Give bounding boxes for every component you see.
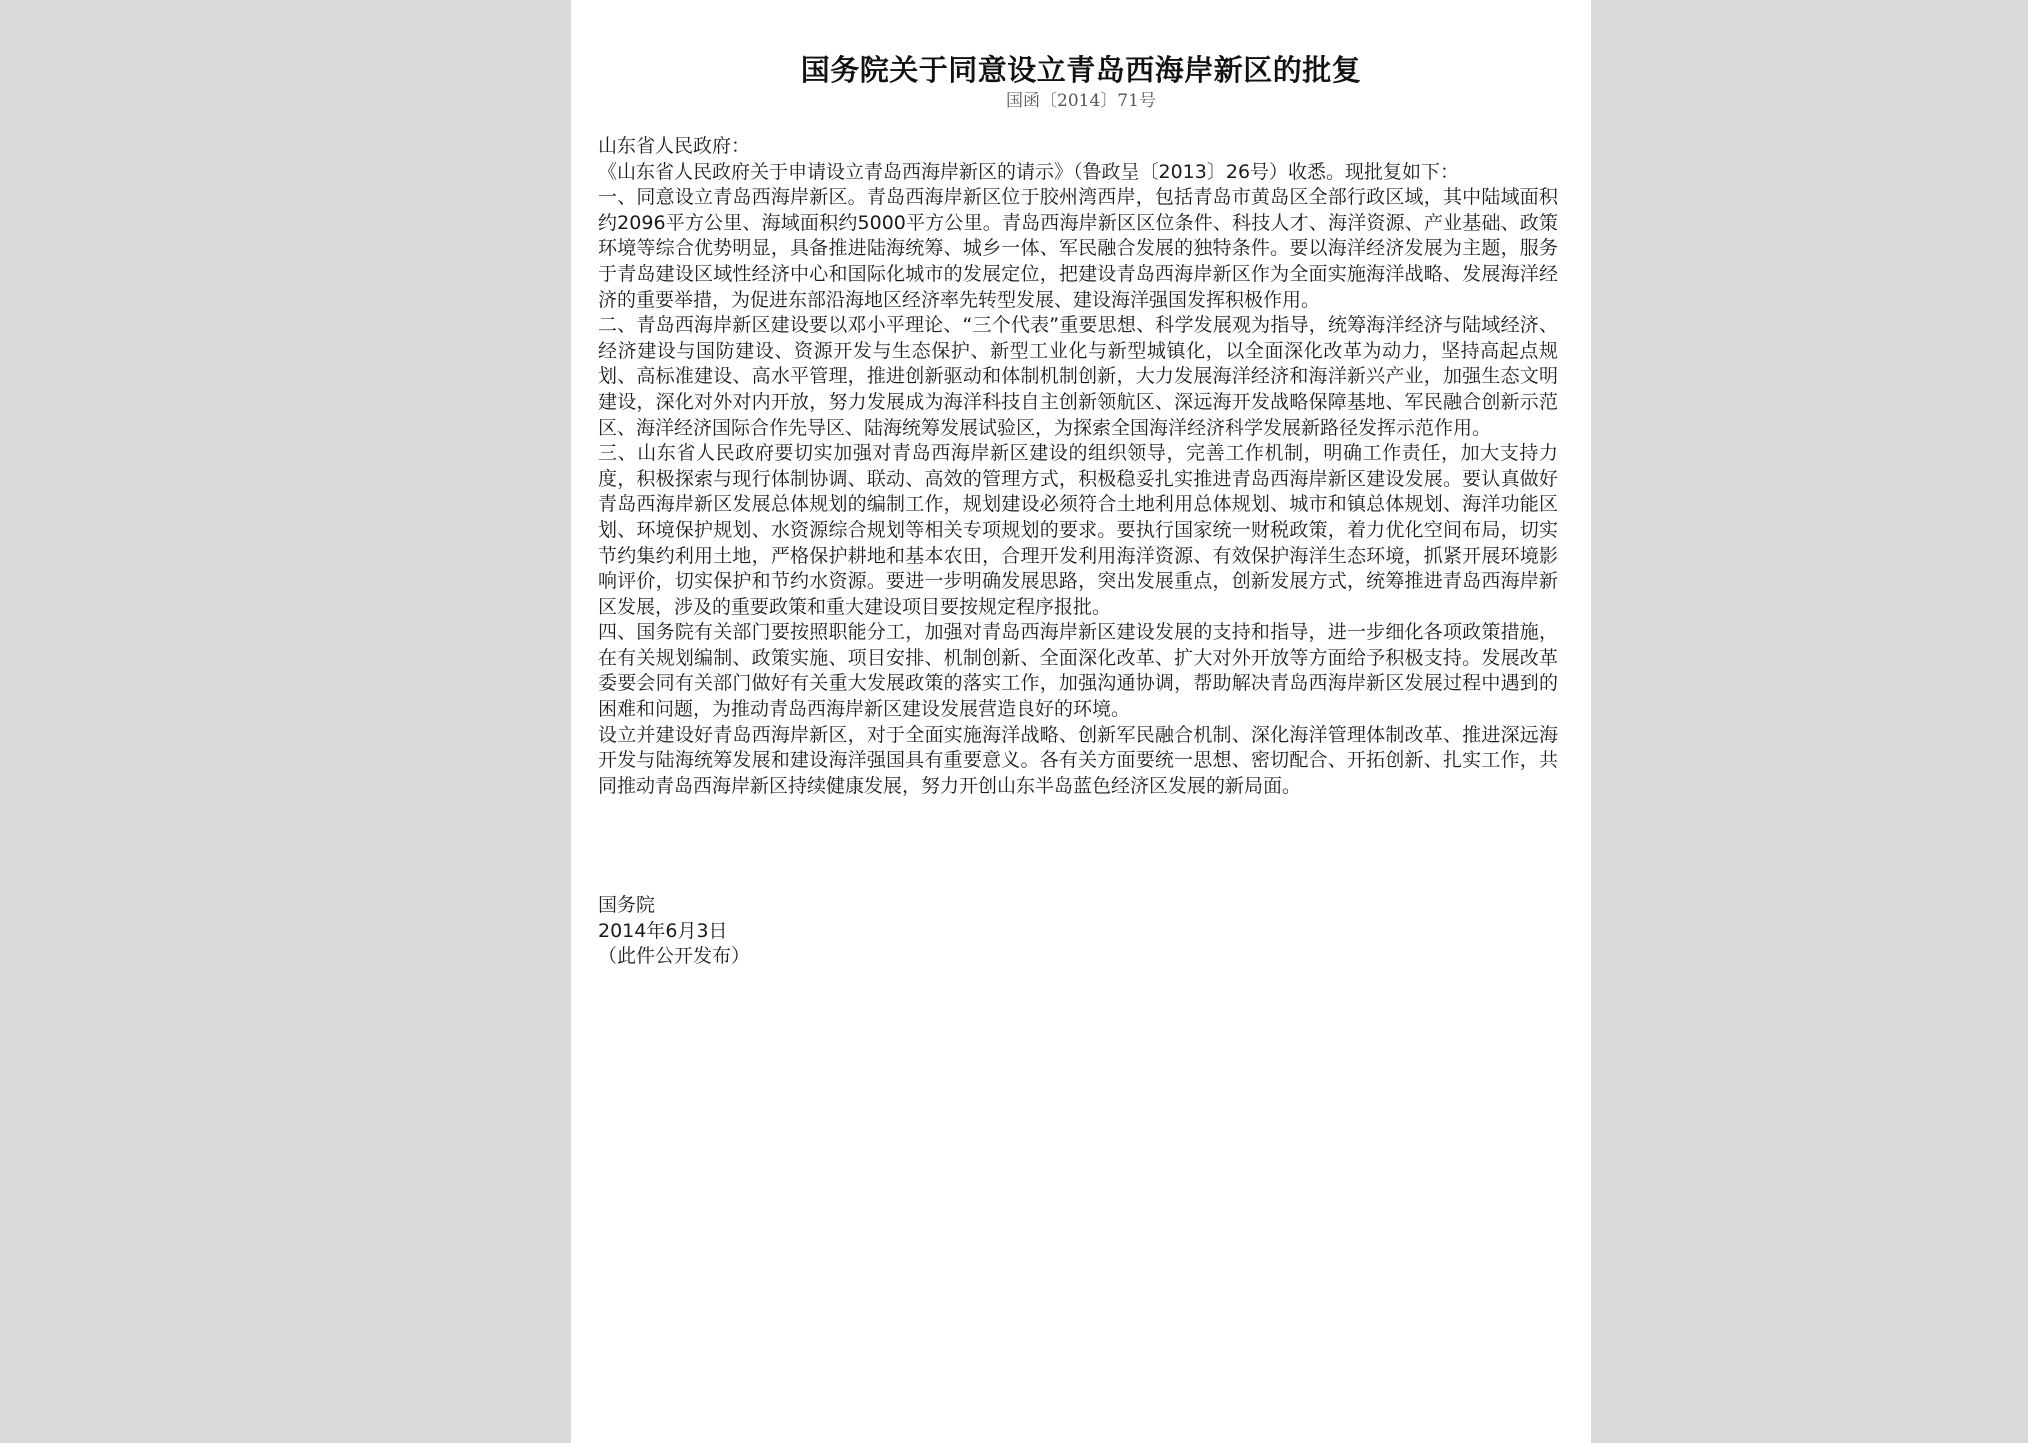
signature-block: [598, 893, 998, 970]
paragraph-intro: 《山东省人民政府关于申请设立青岛西海岸新区的请示》（鲁政呈〔2013〕26号）收悉。现批复如下：: [598, 160, 1460, 183]
publication-note: （此件公开发布）: [598, 945, 751, 968]
paragraph-2: 二、青岛西海岸新区建设要以邓小平理论、“三个代表”重要思想、科学发展观为指导，统筹海洋经济与陆域经济、经济建设与国防建设、资源开发与生态保护、新型工业化与新型城镇化，以全面深化改革为动力，坚持高起点规划、高标准建设、高水平管理，推进创新驱动和体制机制创新，大力发展海洋经济和海洋新兴产业，加强生态文明建设，深化对外对内开放，努力发展成为海洋科技自主创新领航区、深远海开发战略保障基地、军民融合创新示范区、海洋经济国际合作先导区、陆海统筹发展试验区，为探索全国海洋经济科学发展新路径发挥示范作用。: [598, 314, 1558, 439]
paragraph-3: 三、山东省人民政府要切实加强对青岛西海岸新区建设的组织领导，完善工作机制，明确工作责任，加大支持力度，积极探索与现行体制协调、联动、高效的管理方式，积极稳妥扎实推进青岛西海岸新区建设发展。要认真做好青岛西海岸新区发展总体规划的编制工作，规划建设必须符合土地利用总体规划、城市和镇总体规划、海洋功能区划、环境保护规划、水资源综合规划等相关专项规划的要求。要执行国家统一财税政策，着力优化空间布局，切实节约集约利用土地，严格保护耕地和基本农田，合理开发利用海洋资源、有效保护海洋生态环境，抓紧开展环境影响评价，切实保护和节约水资源。要进一步明确发展思路，突出发展重点，创新发展方式，统筹推进青岛西海岸新区发展，涉及的重要政策和重大建设项目要按规定程序报批。: [598, 442, 1558, 618]
salutation: 山东省人民政府：: [598, 135, 751, 157]
document-body: [598, 134, 1558, 799]
paragraph-closing: 设立并建设好青岛西海岸新区，对于全面实施海洋战略、创新军民融合机制、深化海洋管理体制改革、推进深远海开发与陆海统筹发展和建设海洋强国具有重要意义。各有关方面要统一思想、密切配合、开拓创新、扎实工作，共同推动青岛西海岸新区持续健康发展，努力开创山东半岛蓝色经济区发展的新局面。: [598, 723, 1558, 797]
document-title: 国务院关于同意设立青岛西海岸新区的批复: [800, 53, 1362, 87]
document-page: [571, 0, 1591, 1443]
document-number: 国函〔2014〕71号: [1006, 91, 1156, 111]
paragraph-1: 一、同意设立青岛西海岸新区。青岛西海岸新区位于胶州湾西岸，包括青岛市黄岛区全部行政区域，其中陆域面积约2096平方公里、海域面积约5000平方公里。青岛西海岸新区区位条件、科技人才、海洋资源、产业基础、政策环境等综合优势明显，具备推进陆海统筹、城乡一体、军民融合发展的独特条件。要以海洋经济发展为主题，服务于青岛建设区域性经济中心和国际化城市的发展定位，把建设青岛西海岸新区作为全面实施海洋战略、发展海洋经济的重要举措，为促进东部沿海地区经济率先转型发展、建设海洋强国发挥积极作用。: [598, 186, 1558, 311]
paragraph-4: 四、国务院有关部门要按照职能分工，加强对青岛西海岸新区建设发展的支持和指导，进一步细化各项政策措施，在有关规划编制、政策实施、项目安排、机制创新、全面深化改革、扩大对外开放等方面给予积极支持。发展改革委要会同有关部门做好有关重大发展政策的落实工作，加强沟通协调，帮助解决青岛西海岸新区发展过程中遇到的困难和问题，为推动青岛西海岸新区建设发展营造良好的环境。: [598, 621, 1558, 721]
issue-date: 2014年6月3日: [598, 919, 728, 942]
issuer: 国务院: [598, 894, 656, 916]
